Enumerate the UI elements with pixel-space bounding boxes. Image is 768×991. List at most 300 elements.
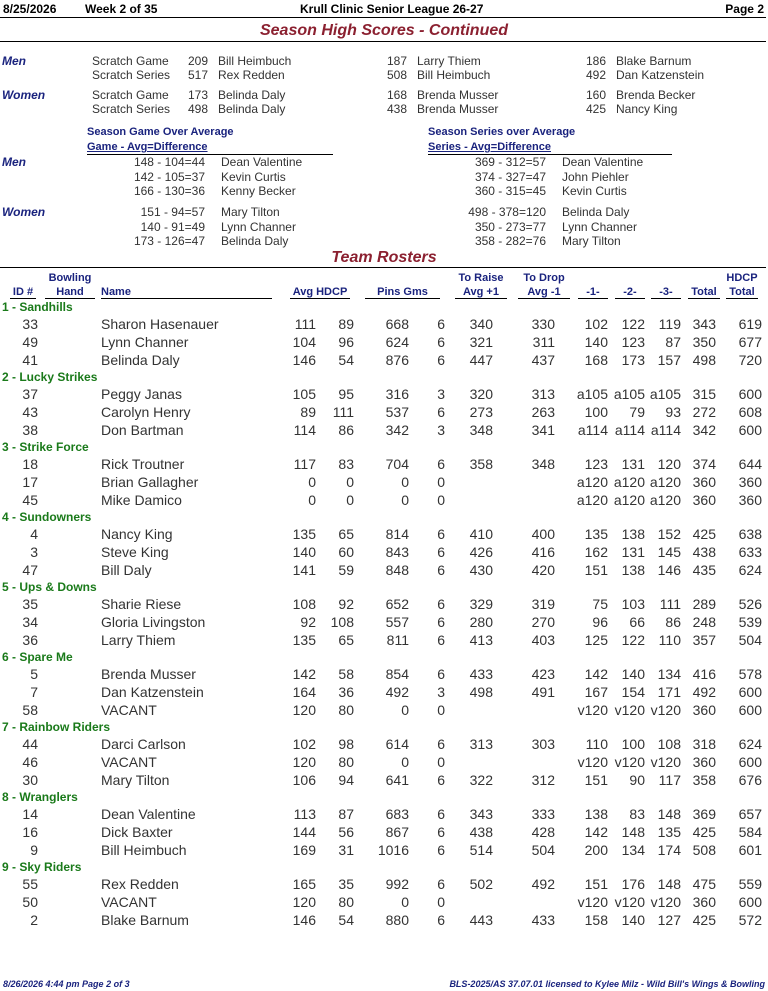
player-id: 18 xyxy=(22,456,38,472)
game1-score: 135 xyxy=(584,526,608,542)
player-id: 2 xyxy=(30,912,38,928)
player-handicap: 35 xyxy=(338,876,354,892)
game2-score: v120 xyxy=(614,894,645,910)
game3-score: v120 xyxy=(650,702,681,718)
over-average-name: Dean Valentine xyxy=(221,155,303,169)
player-handicap: 80 xyxy=(338,754,354,770)
player-name: Belinda Daly xyxy=(101,352,180,368)
scratch-total: 357 xyxy=(692,632,716,648)
handicap-total: 539 xyxy=(738,614,762,630)
player-pins: 557 xyxy=(385,614,409,630)
handicap-total: 600 xyxy=(738,386,762,402)
handicap-total: 600 xyxy=(738,754,762,770)
player-games: 6 xyxy=(437,736,445,752)
player-pins: 652 xyxy=(385,596,409,612)
to-raise-value: 320 xyxy=(469,386,493,402)
player-games: 6 xyxy=(437,596,445,612)
player-name: Steve King xyxy=(101,544,169,560)
high-score-name: Brenda Musser xyxy=(417,88,499,102)
game3-score: 152 xyxy=(657,526,681,542)
to-drop-value: 428 xyxy=(531,824,555,840)
scratch-total: 425 xyxy=(692,824,716,840)
player-handicap: 0 xyxy=(346,474,354,490)
to-raise-value: 340 xyxy=(469,316,493,332)
to-drop-value: 312 xyxy=(531,772,555,788)
to-drop-value: 311 xyxy=(532,334,555,350)
col-id: ID # xyxy=(10,286,36,299)
table-row xyxy=(0,912,768,930)
table-row xyxy=(0,772,768,790)
game2-score: a120 xyxy=(613,474,645,490)
player-name: Dick Baxter xyxy=(101,824,173,840)
player-average: 108 xyxy=(292,596,316,612)
game2-score: 131 xyxy=(621,544,645,560)
player-pins: 0 xyxy=(401,894,409,910)
player-pins: 0 xyxy=(401,474,409,490)
player-id: 37 xyxy=(22,386,38,402)
game3-score: 134 xyxy=(657,666,681,682)
scratch-total: 358 xyxy=(692,772,716,788)
to-drop-value: 319 xyxy=(531,596,555,612)
player-handicap: 111 xyxy=(332,404,354,420)
men-label: Men xyxy=(2,54,26,68)
high-score-name: Larry Thiem xyxy=(417,54,481,68)
game2-score: 131 xyxy=(621,456,645,472)
player-average: 104 xyxy=(292,334,316,350)
player-games: 6 xyxy=(437,806,445,822)
col-hand: Hand xyxy=(45,286,95,299)
player-average: 135 xyxy=(292,526,316,542)
player-games: 3 xyxy=(437,684,445,700)
player-pins: 492 xyxy=(385,684,409,700)
player-name: Brenda Musser xyxy=(101,666,196,682)
game2-score: 148 xyxy=(621,824,645,840)
high-score-name: Bill Heimbuch xyxy=(417,68,491,82)
game3-score: 93 xyxy=(665,404,681,420)
player-name: Mary Tilton xyxy=(101,772,170,788)
game1-score: 151 xyxy=(584,876,608,892)
game1-score: 123 xyxy=(584,456,608,472)
player-name: Bill Daly xyxy=(101,562,152,578)
col-to-raise-sub: Avg +1 xyxy=(455,286,507,299)
player-id: 3 xyxy=(30,544,38,560)
player-handicap: 98 xyxy=(338,736,354,752)
game2-score: 66 xyxy=(629,614,645,630)
player-id: 43 xyxy=(22,404,38,420)
to-drop-value: 270 xyxy=(531,614,555,630)
high-score-name: Nancy King xyxy=(616,102,678,116)
table-row xyxy=(0,666,768,684)
player-average: 92 xyxy=(300,614,316,630)
handicap-total: 624 xyxy=(738,736,762,752)
player-name: VACANT xyxy=(101,754,157,770)
player-average: 144 xyxy=(292,824,316,840)
player-pins: 811 xyxy=(386,632,409,648)
game-over-average-title: Season Game Over Average xyxy=(87,126,234,138)
over-average-calc: 369 - 312=57 xyxy=(474,155,546,169)
to-raise-value: 426 xyxy=(469,544,493,560)
game1-score: 168 xyxy=(584,352,608,368)
player-pins: 641 xyxy=(385,772,409,788)
game3-score: 157 xyxy=(657,352,681,368)
scratch-total: 369 xyxy=(692,806,716,822)
over-average-name: Mary Tilton xyxy=(562,234,621,248)
player-average: 165 xyxy=(292,876,316,892)
player-games: 6 xyxy=(437,912,445,928)
player-pins: 0 xyxy=(401,702,409,718)
to-raise-value: 410 xyxy=(469,526,493,542)
handicap-total: 720 xyxy=(738,352,762,368)
to-raise-value: 313 xyxy=(469,736,493,752)
high-score-value: 186 xyxy=(586,54,607,68)
team-name: 2 - Lucky Strikes xyxy=(2,370,98,384)
table-row xyxy=(0,316,768,334)
player-games: 6 xyxy=(437,876,445,892)
game3-score: 146 xyxy=(657,562,681,578)
series-over-average-title: Season Series over Average xyxy=(428,126,576,138)
over-average-name: Kevin Curtis xyxy=(562,184,627,198)
table-row xyxy=(0,824,768,842)
over-average-calc: 142 - 105=37 xyxy=(133,169,205,184)
game2-score: 123 xyxy=(621,334,645,350)
player-id: 17 xyxy=(22,474,38,490)
player-pins: 624 xyxy=(385,334,409,350)
player-average: 142 xyxy=(292,666,316,682)
high-score-category: Scratch Game xyxy=(92,54,169,68)
game1-score: a120 xyxy=(576,474,608,490)
high-score-value: 492 xyxy=(586,68,607,82)
high-score-value: 168 xyxy=(387,88,408,102)
player-games: 6 xyxy=(437,666,445,682)
scratch-total: 360 xyxy=(692,894,716,910)
game1-score: v120 xyxy=(577,894,608,910)
high-score-name: Blake Barnum xyxy=(616,54,692,68)
handicap-total: 676 xyxy=(738,772,762,788)
player-id: 14 xyxy=(22,806,38,822)
game2-score: 134 xyxy=(621,842,645,858)
to-raise-value: 273 xyxy=(469,404,493,420)
player-id: 4 xyxy=(30,526,38,542)
game3-score: 135 xyxy=(657,824,681,840)
section-title-rosters: Team Rosters xyxy=(331,249,437,266)
game3-score: v120 xyxy=(650,894,681,910)
over-average-name: John Piehler xyxy=(562,169,629,184)
over-average-name: Belinda Daly xyxy=(221,234,289,248)
game2-score: a120 xyxy=(613,492,645,508)
player-games: 0 xyxy=(437,702,445,718)
section-title-season-high: Season High Scores - Continued xyxy=(259,22,509,39)
high-score-value: 173 xyxy=(188,88,209,102)
over-average-calc: 374 - 327=47 xyxy=(474,169,546,184)
player-average: 141 xyxy=(292,562,316,578)
player-pins: 814 xyxy=(385,526,409,542)
over-average-calc: 173 - 126=47 xyxy=(133,234,205,248)
over-average-calc: 140 - 91=49 xyxy=(140,219,205,234)
player-games: 0 xyxy=(437,894,445,910)
game2-score: 90 xyxy=(629,772,645,788)
player-average: 113 xyxy=(293,806,316,822)
handicap-total: 600 xyxy=(738,894,762,910)
game3-score: a120 xyxy=(649,492,681,508)
to-raise-value: 433 xyxy=(469,666,493,682)
over-average-name: Kevin Curtis xyxy=(221,169,286,184)
to-raise-value: 348 xyxy=(469,422,493,438)
player-id: 7 xyxy=(30,684,38,700)
player-name: Rick Troutner xyxy=(101,456,185,472)
player-games: 6 xyxy=(437,632,445,648)
over-average-name: Lynn Channer xyxy=(562,219,637,234)
player-name: Dan Katzenstein xyxy=(101,684,204,700)
game3-score: 120 xyxy=(657,456,681,472)
to-raise-value: 322 xyxy=(469,772,493,788)
to-drop-value: 400 xyxy=(531,526,555,542)
game3-score: 108 xyxy=(657,736,681,752)
handicap-total: 633 xyxy=(738,544,762,560)
player-handicap: 54 xyxy=(338,912,354,928)
player-pins: 683 xyxy=(385,806,409,822)
player-name: Mike Damico xyxy=(101,492,182,508)
game1-score: 158 xyxy=(584,912,608,928)
game3-score: 145 xyxy=(657,544,681,560)
team-name: 4 - Sundowners xyxy=(2,510,92,524)
player-id: 9 xyxy=(30,842,38,858)
to-drop-value: 433 xyxy=(531,912,555,928)
player-id: 44 xyxy=(22,736,38,752)
player-handicap: 31 xyxy=(338,842,354,858)
to-raise-value: 358 xyxy=(469,456,493,472)
game1-score: v120 xyxy=(577,702,608,718)
table-row xyxy=(0,614,768,632)
game-over-average-subtitle: Game - Avg=Difference xyxy=(87,141,208,153)
handicap-total: 578 xyxy=(738,666,762,682)
game2-score: 140 xyxy=(621,666,645,682)
table-row xyxy=(0,736,768,754)
team-name: 5 - Ups & Downs xyxy=(2,580,97,594)
player-name: VACANT xyxy=(101,894,157,910)
col-total: Total xyxy=(688,286,720,299)
player-id: 50 xyxy=(22,894,38,910)
game2-score: 176 xyxy=(621,876,645,892)
team-name: 7 - Rainbow Riders xyxy=(2,720,111,734)
player-name: Rex Redden xyxy=(101,876,179,892)
player-name: Bill Heimbuch xyxy=(101,842,187,858)
to-drop-value: 313 xyxy=(531,386,555,402)
player-pins: 867 xyxy=(385,824,409,840)
scratch-total: 315 xyxy=(692,386,716,402)
week-label: Week 2 of 35 xyxy=(85,2,158,16)
over-average-calc: 498 - 378=120 xyxy=(468,205,546,219)
player-handicap: 86 xyxy=(338,422,354,438)
game2-score: 83 xyxy=(629,806,645,822)
handicap-total: 600 xyxy=(738,422,762,438)
to-raise-value: 498 xyxy=(469,684,493,700)
scratch-total: 492 xyxy=(692,684,716,700)
team-name: 8 - Wranglers xyxy=(2,790,78,804)
player-name: Sharie Riese xyxy=(101,596,182,612)
women-label: Women xyxy=(2,88,46,102)
over-average-calc: 151 - 94=57 xyxy=(140,205,205,219)
player-average: 135 xyxy=(292,632,316,648)
to-drop-value: 333 xyxy=(531,806,555,822)
handicap-total: 624 xyxy=(738,562,762,578)
high-score-name: Belinda Daly xyxy=(218,88,286,102)
col-game2: -2- xyxy=(615,286,645,299)
game1-score: 142 xyxy=(584,666,608,682)
report-date: 8/25/2026 xyxy=(3,2,57,16)
table-row xyxy=(0,562,768,580)
scratch-total: 508 xyxy=(692,842,716,858)
series-over-average-subtitle: Series - Avg=Difference xyxy=(428,141,551,153)
player-handicap: 80 xyxy=(338,702,354,718)
high-score-name: Dan Katzenstein xyxy=(616,68,705,82)
game2-score: a105 xyxy=(613,386,645,402)
game3-score: 110 xyxy=(658,632,681,648)
player-name: Lynn Channer xyxy=(101,334,189,350)
table-row xyxy=(0,876,768,894)
table-row xyxy=(0,492,768,510)
game1-score: 125 xyxy=(584,632,608,648)
player-pins: 0 xyxy=(401,754,409,770)
player-pins: 876 xyxy=(385,352,409,368)
game3-score: a105 xyxy=(649,386,681,402)
scratch-total: 438 xyxy=(692,544,716,560)
to-raise-value: 321 xyxy=(469,334,493,350)
player-games: 6 xyxy=(437,824,445,840)
high-score-value: 187 xyxy=(387,54,408,68)
scratch-total: 374 xyxy=(692,456,716,472)
high-score-value: 508 xyxy=(387,68,408,82)
table-row xyxy=(0,684,768,702)
game2-score: 140 xyxy=(621,912,645,928)
game2-score: 79 xyxy=(629,404,645,420)
over-average-name: Dean Valentine xyxy=(562,155,644,169)
player-name: VACANT xyxy=(101,702,157,718)
to-drop-value: 341 xyxy=(531,422,555,438)
to-drop-value: 492 xyxy=(531,876,555,892)
player-games: 6 xyxy=(437,334,445,350)
player-pins: 614 xyxy=(385,736,409,752)
table-row xyxy=(0,352,768,370)
player-id: 47 xyxy=(22,562,38,578)
scratch-total: 435 xyxy=(692,562,716,578)
team-name: 3 - Strike Force xyxy=(2,440,89,454)
handicap-total: 600 xyxy=(738,684,762,700)
player-name: Darci Carlson xyxy=(101,736,186,752)
game3-score: a120 xyxy=(649,474,681,490)
player-handicap: 94 xyxy=(338,772,354,788)
player-pins: 848 xyxy=(385,562,409,578)
player-name: Brian Gallagher xyxy=(101,474,199,490)
table-row xyxy=(0,456,768,474)
player-name: Carolyn Henry xyxy=(101,404,191,420)
player-games: 6 xyxy=(437,562,445,578)
player-name: Sharon Hasenauer xyxy=(101,316,219,332)
scratch-total: 416 xyxy=(692,666,716,682)
player-id: 38 xyxy=(22,422,38,438)
team-name: 9 - Sky Riders xyxy=(2,860,82,874)
player-pins: 992 xyxy=(385,876,409,892)
player-average: 0 xyxy=(308,492,316,508)
player-average: 146 xyxy=(292,912,316,928)
footer-license: BLS-2025/AS 37.07.01 licensed to Kylee Milz - Wild Bill's Wings & Bowling xyxy=(449,979,765,989)
player-handicap: 60 xyxy=(338,544,354,560)
col-pins-gms: Pins Gms xyxy=(365,286,440,299)
game3-score: 148 xyxy=(657,806,681,822)
player-handicap: 92 xyxy=(338,596,354,612)
handicap-total: 572 xyxy=(738,912,762,928)
handicap-total: 601 xyxy=(738,842,762,858)
player-handicap: 65 xyxy=(338,526,354,542)
game2-score: 138 xyxy=(621,526,645,542)
player-id: 34 xyxy=(22,614,38,630)
player-games: 0 xyxy=(437,474,445,490)
to-drop-value: 423 xyxy=(531,666,555,682)
game3-score: 86 xyxy=(665,614,681,630)
handicap-total: 638 xyxy=(738,526,762,542)
handicap-total: 360 xyxy=(738,492,762,508)
scratch-total: 425 xyxy=(692,526,716,542)
player-average: 146 xyxy=(292,352,316,368)
scratch-total: 425 xyxy=(692,912,716,928)
player-games: 6 xyxy=(437,772,445,788)
scratch-total: 350 xyxy=(692,334,716,350)
over-average-name: Lynn Channer xyxy=(221,219,296,234)
player-average: 105 xyxy=(292,386,316,402)
rosters-divider xyxy=(0,267,766,268)
player-pins: 880 xyxy=(385,912,409,928)
to-raise-value: 430 xyxy=(469,562,493,578)
to-raise-value: 329 xyxy=(469,596,493,612)
player-games: 3 xyxy=(437,422,445,438)
player-games: 6 xyxy=(437,456,445,472)
game3-score: 119 xyxy=(658,316,681,332)
col-game3: -3- xyxy=(651,286,681,299)
high-score-name: Bill Heimbuch xyxy=(218,54,292,68)
col-bowling: Bowling xyxy=(48,272,92,284)
scratch-total: 343 xyxy=(692,316,716,332)
to-drop-value: 263 xyxy=(531,404,555,420)
game2-score: 122 xyxy=(621,632,645,648)
player-pins: 854 xyxy=(385,666,409,682)
player-pins: 0 xyxy=(401,492,409,508)
game2-score: 154 xyxy=(621,684,645,700)
player-handicap: 56 xyxy=(338,824,354,840)
handicap-total: 584 xyxy=(738,824,762,840)
game3-score: 111 xyxy=(659,596,681,612)
player-games: 6 xyxy=(437,614,445,630)
table-row xyxy=(0,596,768,614)
col-to-raise: To Raise xyxy=(458,272,504,284)
handicap-total: 504 xyxy=(738,632,762,648)
game1-score: 142 xyxy=(584,824,608,840)
to-raise-value: 447 xyxy=(469,352,493,368)
player-id: 5 xyxy=(30,666,38,682)
to-raise-value: 502 xyxy=(469,876,493,892)
player-handicap: 36 xyxy=(338,684,354,700)
high-score-category: Scratch Series xyxy=(92,102,171,116)
over-average-name: Kenny Becker xyxy=(221,184,296,198)
player-id: 30 xyxy=(22,772,38,788)
table-row xyxy=(0,632,768,650)
high-score-value: 438 xyxy=(387,102,408,116)
game1-score: 151 xyxy=(584,772,608,788)
game1-score: 102 xyxy=(584,316,608,332)
col-game1: -1- xyxy=(578,286,608,299)
game3-score: 117 xyxy=(658,772,681,788)
scratch-total: 318 xyxy=(692,736,716,752)
player-average: 106 xyxy=(292,772,316,788)
player-handicap: 0 xyxy=(346,492,354,508)
